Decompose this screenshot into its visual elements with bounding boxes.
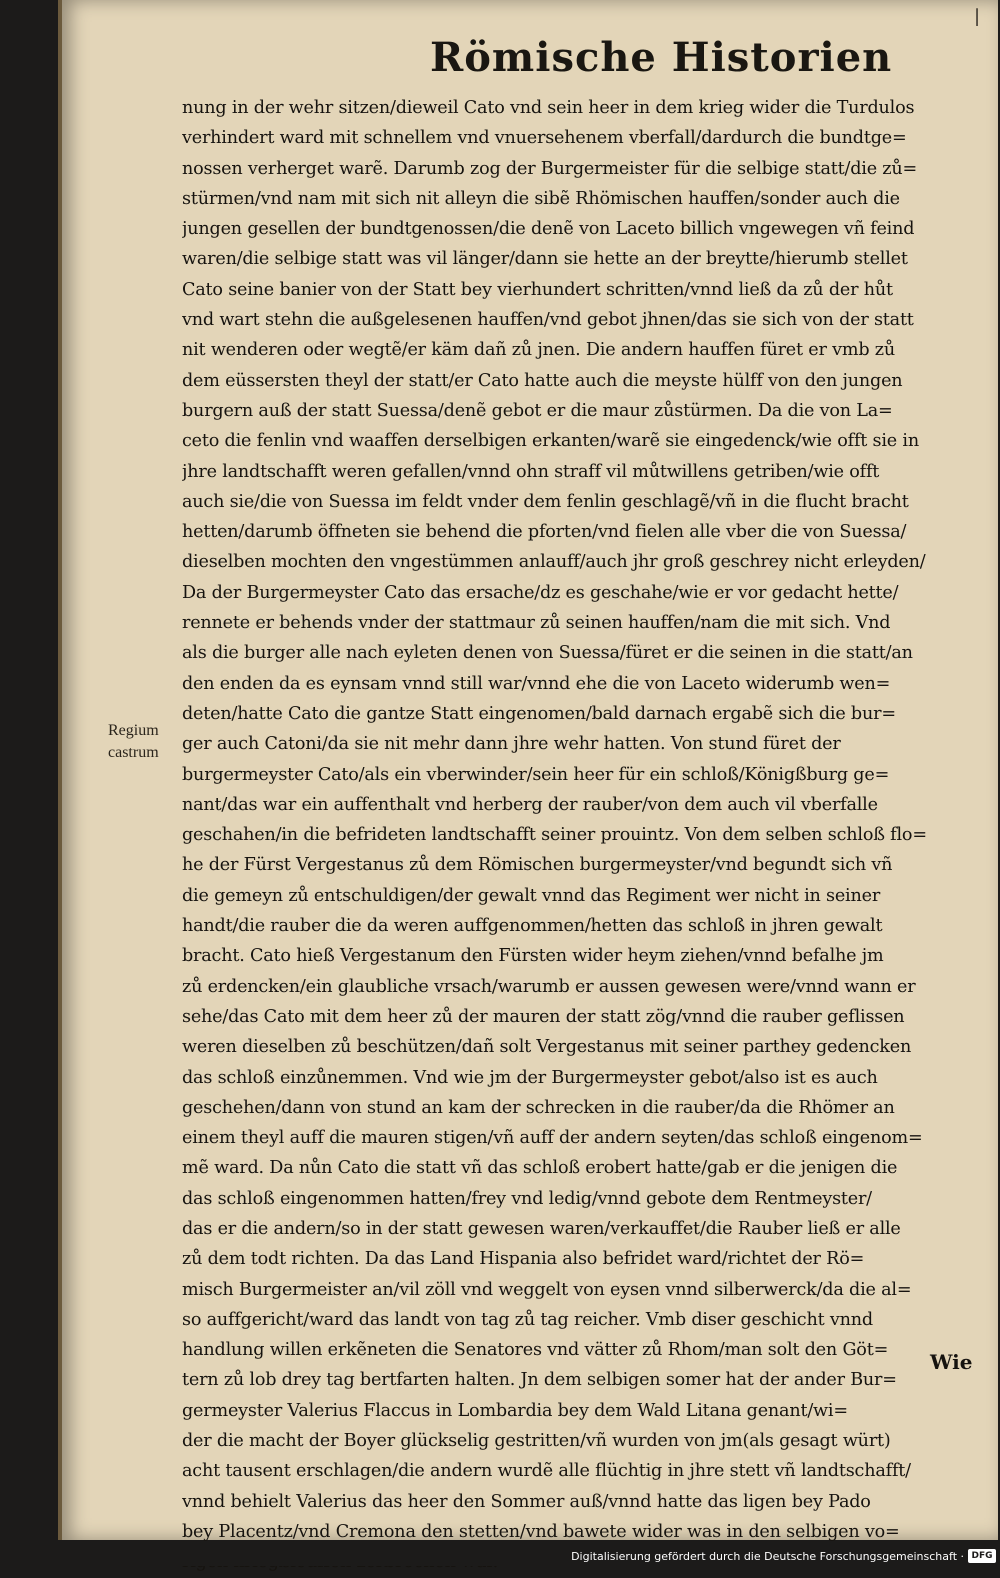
- text-line: geschehen/dann von stund an kam der schrecken in die rauber/da die Rhömer an: [182, 1097, 895, 1118]
- margin-note-line: Regium: [108, 722, 159, 739]
- text-line: waren/die selbige statt was vil länger/dann sie hette an der breytte/hierumb stellet: [182, 249, 908, 270]
- text-line: vnd wart stehn die außgelesenen hauffen/vnd gebot jhnen/das sie sich von der statt: [182, 310, 914, 331]
- text-line: das schloß eingenommen hatten/frey vnd ledig/vnnd gebote dem Rentmeyster/: [182, 1188, 872, 1209]
- text-line: geschahen/in die befrideten landtschafft seiner prouintz. Von dem selben schloß flo=: [182, 825, 927, 846]
- catchword: Wie: [930, 1350, 973, 1374]
- text-line: mẽ ward. Da nůn Cato die statt vñ das schloß erobert hatte/gab er die jenigen die: [182, 1158, 898, 1179]
- text-line: das er die andern/so in der statt gewesen waren/verkauffet/die Rauber ließ er alle: [182, 1218, 901, 1239]
- text-line: auch sie/die von Suessa im feldt vnder dem fenlin geschlagẽ/vñ in die flucht bracht: [182, 491, 909, 512]
- text-line: die gemeyn zů entschuldigen/der gewalt vnnd das Regiment wer nicht in seiner: [182, 885, 881, 906]
- text-line: ceto die fenlin vnd waaffen derselbigen erkanten/warẽ sie eingedenck/wie offt sie in: [182, 431, 919, 452]
- text-line: stürmen/vnd nam mit sich nit alleyn die sibẽ Rhömischen hauffen/sonder auch die: [182, 188, 900, 209]
- text-line: ger auch Catoni/da sie nit mehr dann jhre wehr hatten. Von stund füret der: [182, 734, 841, 755]
- text-line: tern zů lob drey tag bertfarten halten. Jn dem selbigen somer hat der ander Bur=: [182, 1370, 897, 1391]
- text-line: handt/die rauber die da weren auffgenommen/hetten das schloß in jhren gewalt: [182, 916, 883, 937]
- text-line: rennete er behends vnder der stattmaur zů seinen hauffen/nam die mit sich. Vnd: [182, 613, 891, 634]
- text-line: burgermeyster Cato/als ein vberwinder/sein heer für ein schloß/Königßburg ge=: [182, 764, 890, 785]
- text-line: zů dem todt richten. Da das Land Hispania also befridet ward/richtet der Rö=: [182, 1249, 865, 1270]
- text-line: hetten/darumb öffneten sie behend die pforten/vnd fielen alle vber die von Suessa/: [182, 522, 907, 543]
- text-line: nung in der wehr sitzen/dieweil Cato vnd sein heer in dem krieg wider die Turdulos: [182, 98, 915, 118]
- text-line: jungen gesellen der bundtgenossen/die denẽ von Laceto billich vngewegen vñ feind: [182, 219, 915, 240]
- text-line: das schloß einzůnemmen. Vnd wie jm der Burgermeyster gebot/also ist es auch: [182, 1067, 878, 1088]
- text-line: einem theyl auff die mauren stigen/vñ auff der andern seyten/das schloß eingenom=: [182, 1128, 923, 1149]
- text-line: dem eüssersten theyl der statt/er Cato hatte auch die meyste hülff von den jungen: [182, 370, 903, 391]
- text-line: acht tausent erschlagen/die andern wurdẽ alle flüchtig in jhre stett vñ landtschafft/: [182, 1461, 911, 1482]
- margin-note: [108, 720, 159, 764]
- text-line: germeyster Valerius Flaccus in Lombardia bey dem Wald Litana genant/wi=: [182, 1400, 848, 1421]
- text-line: vnnd behielt Valerius das heer den Sommer auß/vnnd hatte das ligen bey Pado: [182, 1491, 871, 1512]
- text-line: als die burger alle nach eyleten denen von Suessa/füret er die seinen in die statt/an: [182, 643, 913, 664]
- footer-bar: [0, 1548, 1000, 1566]
- text-line: verhindert ward mit schnellem vnd vnuersehenem vberfall/dardurch die bundtge=: [182, 128, 907, 149]
- page-mark: |: [974, 6, 981, 27]
- text-line: handlung willen erkẽneten die Senatores vnd vätter zů Rhom/man solt den Göt=: [182, 1340, 889, 1361]
- text-line: weren dieselben zů beschützen/dañ solt Vergestanus mit seiner parthey gedencken: [182, 1037, 912, 1058]
- text-line: Cato seine banier von der Statt bey vierhundert schritten/vnnd ließ da zů der hůt: [182, 279, 893, 300]
- text-line: so auffgericht/ward das landt von tag zů tag reicher. Vmb diser geschicht vnnd: [182, 1309, 873, 1330]
- margin-note-line: castrum: [108, 744, 159, 761]
- text-line: bey Placentz/vnd Cremona den stetten/vnd bawete wider was in den selbigen vo=: [182, 1521, 900, 1542]
- dfg-logo: DFG: [968, 1549, 996, 1563]
- text-line: nant/das war ein auffenthalt vnd herberg der rauber/von dem auch vil vberfalle: [182, 794, 878, 815]
- text-line: zů erdencken/ein glaubliche vrsach/warumb er aussen gewesen were/vnnd wann er: [182, 976, 916, 997]
- body-text: [182, 93, 982, 1578]
- text-line: deten/hatte Cato die gantze Statt eingenomen/bald darnach ergabẽ sich die bur=: [182, 703, 896, 724]
- footer-credit: Digitalisierung gefördert durch die Deutsche Forschungsgemeinschaft ·: [571, 1550, 964, 1563]
- running-head: Römische Historien: [430, 34, 893, 81]
- text-line: Da der Burgermeyster Cato das ersache/dz es geschahe/wie er vor gedacht hette/: [182, 582, 899, 603]
- text-line: der die macht der Boyer glückselig gestritten/vñ wurden von jm(als gesagt würt): [182, 1431, 891, 1452]
- text-line: jhre landtschafft weren gefallen/vnnd ohn straff vil můtwillens getriben/wie offt: [182, 461, 880, 482]
- text-line: he der Fürst Vergestanus zů dem Römischen burgermeyster/vnd begundt sich vñ: [182, 855, 893, 876]
- text-line: sehe/das Cato mit dem heer zů der mauren der statt zög/vnnd die rauber geflissen: [182, 1006, 905, 1027]
- text-line: nit wenderen oder wegtẽ/er käm dañ zů jnen. Die andern hauffen füret er vmb zů: [182, 340, 895, 361]
- text-line: burgern auß der statt Suessa/denẽ gebot er die maur zůstürmen. Da die von La=: [182, 400, 893, 421]
- text-line: bracht. Cato hieß Vergestanum den Fürsten wider heym ziehen/vnnd befalhe jm: [182, 946, 884, 967]
- text-line: den enden da es eynsam vnnd still war/vnnd ehe die von Laceto widerumb wen=: [182, 673, 891, 694]
- text-line: dieselben mochten den vngestümmen anlauff/auch jhr groß geschrey nicht erleyden/: [182, 552, 926, 573]
- text-line: misch Burgermeister an/vil zöll vnd weggelt von eysen vnnd silberwerck/da die al=: [182, 1279, 912, 1300]
- text-line: nossen verherget warẽ. Darumb zog der Burgermeister für die selbige statt/die zů=: [182, 158, 918, 179]
